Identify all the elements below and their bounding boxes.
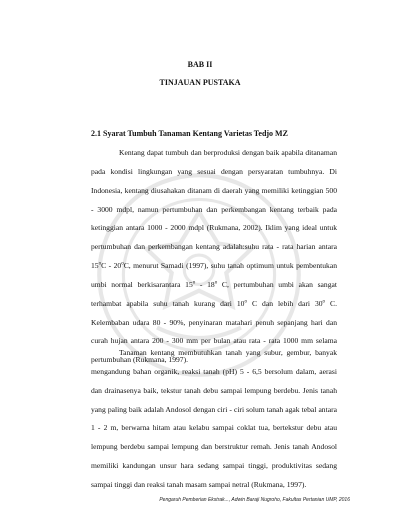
section-heading: 2.1 Syarat Tumbuh Tanaman Kentang Varietas Tedjo MZ <box>91 129 288 138</box>
page-footer: Pengaruh Pemberian Ekstrak..., Adwin Baraji Nugroho, Fakultas Pertanian UMP, 2016 <box>159 497 350 503</box>
paragraph-2: Tanaman kentang membutuhkan tanah yang subur, gembur, banyak mengandung bahan organik, reaksi tanah (pH) 5 - 6,5 bersolum dalam, aerasi dan drainasenya baik, tekstur tanah debu sampai lempung berdebu. Jenis tanah yang paling baik adalah Andosol dengan ciri - ciri solum tanah agak tebal antara 1 - 2 m, berwarna hitam atau kelabu sampai coklat tua, bertekstur debu atau lempung berdebu sampai lempung dan berstruktur remah. Jenis tanah Andosol memiliki kandungan unsur hara sedang sampai tinggi, produktivitas sedang sampai tinggi dan reaksi tanah masam sampai netral (Rukmana, 1997). <box>91 348 337 489</box>
chapter-number: BAB II <box>187 60 213 69</box>
paragraph-1: Kentang dapat tumbuh dan berproduksi dengan baik apabila ditanaman pada kondisi lingkungan yang sesuai dengan persyaratan tumbuhnya. Di Indonesia, kentang diusahakan ditanam di daerah yang memiliki ketinggian 500 - 3000 mdpl, namun pertumbuhan dan perkembangan kentang terbaik pada ketinggian antara 1000 - 2000 mdpl (Rukmana, 2002). Iklim yang ideal untuk pertumbuhan dan perkembangan kentang adalah:suhu rata - rata harian antara 15$^o$C - 20$^o$C, menurut Samadi (1997), suhu tanah optimum untuk pembentukan umbi normal berkisarantara 15$^o$ - 18$^o$ C, pertumbuhan umbi akan sangat terhambat apabila suhu tanah kurang dari 10$^o$ C dan lebih dari 30$^o$ C. Kelembaban udara 80 - 90%, penyinaran matahari penuh sepanjang hari dan curah hujan antara 200 - 300 mm per bulan atau rata - rata 1000 mm selama pertumbuhan (Rukmana, 1997). <box>91 148 337 365</box>
chapter-title: TINJAUAN PUSTAKA <box>159 78 241 87</box>
